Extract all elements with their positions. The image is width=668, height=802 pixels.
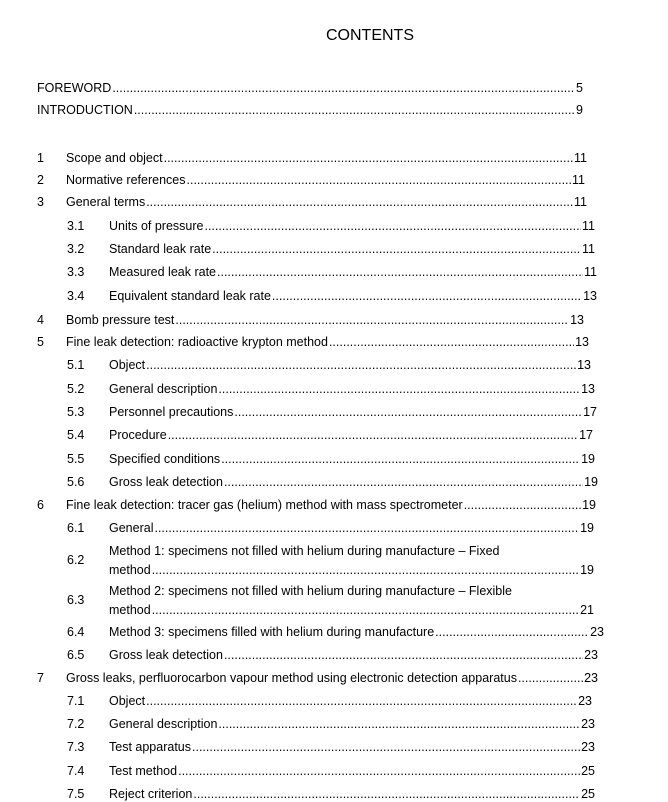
entry-number: 6 [37, 498, 44, 512]
entry-title-text: Procedure [109, 428, 167, 442]
toc-entry[interactable] [0, 764, 668, 779]
entry-page-number: 13 [583, 289, 597, 303]
toc-entry[interactable] [0, 740, 668, 755]
entry-title-text: Gross leak detection [109, 475, 223, 489]
entry-number: 7.5 [67, 787, 85, 801]
entry-title [109, 265, 589, 280]
entry-title [109, 717, 587, 732]
entry-title-text: General terms [66, 195, 146, 209]
entry-title [109, 563, 586, 578]
entry-title-text: Gross leak detection [109, 648, 223, 662]
toc-entry[interactable] [0, 151, 668, 166]
toc-entry[interactable] [0, 219, 668, 234]
entry-page-number: 21 [580, 603, 594, 617]
entry-page-number: 13 [575, 335, 589, 349]
entry-page-number: 25 [581, 787, 595, 801]
entry-number: 7.1 [67, 694, 85, 708]
entry-page-number: 23 [584, 671, 598, 685]
entry-title [66, 498, 588, 513]
toc-entry[interactable] [0, 428, 668, 443]
entry-number: 5.5 [67, 452, 85, 466]
toc-entry[interactable] [0, 625, 668, 640]
entry-title [109, 603, 586, 618]
entry-title-text: Object [109, 694, 146, 708]
entry-title-text: Scope and object [66, 151, 163, 165]
entry-title [109, 787, 587, 802]
entry-page-number: 25 [581, 764, 595, 778]
entry-number: 3.1 [67, 219, 85, 233]
toc-entry[interactable] [0, 313, 668, 328]
entry-title [37, 103, 575, 118]
entry-number: 6.5 [67, 648, 85, 662]
entry-title [66, 313, 576, 328]
entry-page-number: 13 [570, 313, 584, 327]
toc-entry[interactable] [0, 335, 668, 350]
toc-entry[interactable] [0, 563, 668, 578]
entry-page-number: 9 [576, 103, 583, 117]
toc-entry[interactable] [0, 358, 668, 373]
entry-title-text: Gross leaks, perfluorocarbon vapour method using electronic detection apparatus [66, 671, 517, 685]
entry-page-number: 11 [574, 195, 587, 209]
entry-page-number: 5 [576, 81, 583, 95]
toc-entry[interactable] [0, 475, 668, 490]
toc-entry[interactable] [0, 694, 668, 709]
entry-title-text: Reject criterion [109, 787, 193, 801]
entry-page-number: 23 [584, 648, 598, 662]
entry-title-text: Method 3: specimens filled with helium during manufacture [109, 625, 435, 639]
toc-entry[interactable] [0, 521, 668, 536]
entry-title-text: method [109, 603, 151, 617]
toc-entry[interactable] [0, 173, 668, 188]
entry-number: 3.3 [67, 265, 85, 279]
entry-page-number: 19 [584, 475, 598, 489]
entry-page-number: 19 [580, 563, 594, 577]
entry-page-number: 19 [580, 521, 594, 535]
entry-title [109, 740, 587, 755]
entry-number: 6.1 [67, 521, 85, 535]
toc-entry[interactable] [0, 452, 668, 467]
entry-title [109, 625, 596, 640]
toc-entry[interactable] [0, 648, 668, 663]
entry-number: 7 [37, 671, 44, 685]
entry-number: 6.4 [67, 625, 85, 639]
entry-title [66, 173, 577, 188]
entry-title [109, 764, 587, 779]
toc-entry[interactable] [0, 603, 668, 618]
entry-number: 5.2 [67, 382, 85, 396]
entry-title-line: Method 1: specimens not filled with helium during manufacture – Fixed [109, 544, 500, 558]
entry-title [109, 289, 589, 304]
entry-number: 7.4 [67, 764, 85, 778]
entry-title [109, 428, 585, 443]
entry-title-text: Bomb pressure test [66, 313, 175, 327]
entry-title-text: Personnel precautions [109, 405, 234, 419]
toc-entry[interactable] [0, 498, 668, 513]
entry-title [109, 405, 589, 420]
entry-page-number: 13 [581, 382, 595, 396]
entry-number: 4 [37, 313, 44, 327]
entry-page-number: 23 [590, 625, 604, 639]
entry-page-number: 17 [583, 405, 597, 419]
entry-number: 3.2 [67, 242, 85, 256]
toc-entry[interactable] [0, 787, 668, 802]
entry-number: 5.4 [67, 428, 85, 442]
entry-page-number: 11 [584, 265, 597, 279]
entry-number: 6.2 [67, 553, 85, 567]
entry-number: 5.6 [67, 475, 85, 489]
entry-title-text: Specified conditions [109, 452, 221, 466]
entry-title-text: Units of pressure [109, 219, 204, 233]
entry-title-text: Test apparatus [109, 740, 191, 754]
entry-title [109, 452, 587, 467]
entry-title-text: Measured leak rate [109, 265, 217, 279]
entry-title-text: method [109, 563, 151, 577]
front-matter-entry[interactable] [0, 81, 668, 96]
entry-title [37, 81, 575, 96]
entry-number: 5.3 [67, 405, 85, 419]
entry-title [109, 648, 590, 663]
entry-title [109, 694, 584, 709]
entry-title [109, 475, 590, 490]
entry-title-text: General description [109, 717, 218, 731]
toc-entry[interactable] [0, 405, 668, 420]
entry-title [66, 335, 581, 350]
page-title: CONTENTS [326, 27, 414, 44]
entry-title [66, 151, 579, 166]
entry-number: 5.1 [67, 358, 85, 372]
entry-page-number: 23 [581, 717, 595, 731]
toc-entry[interactable] [0, 382, 668, 397]
entry-title [109, 358, 583, 373]
toc-entry[interactable] [0, 242, 668, 257]
entry-title-text: General description [109, 382, 218, 396]
entry-page-number: 19 [581, 452, 595, 466]
entry-page-number: 13 [577, 358, 591, 372]
entry-title-text: INTRODUCTION [37, 103, 133, 117]
entry-page-number: 11 [582, 242, 595, 256]
entry-title-line: Method 2: specimens not filled with helium during manufacture – Flexible [109, 584, 512, 598]
entry-page-number: 17 [579, 428, 593, 442]
entry-number: 3.4 [67, 289, 85, 303]
entry-page-number: 11 [582, 219, 595, 233]
toc-entry[interactable] [0, 671, 668, 686]
entry-number: 3 [37, 195, 44, 209]
entry-number: 2 [37, 173, 44, 187]
entry-title [109, 382, 587, 397]
entry-title [66, 671, 590, 686]
entry-title [109, 242, 587, 257]
entry-page-number: 23 [578, 694, 592, 708]
entry-title-text: Normative references [66, 173, 186, 187]
entry-title-text: Object [109, 358, 146, 372]
entry-number: 1 [37, 151, 44, 165]
entry-page-number: 23 [581, 740, 595, 754]
entry-page-number: 11 [572, 173, 585, 187]
toc-entry[interactable] [0, 265, 668, 280]
entry-title [66, 195, 579, 210]
entry-title-text: Fine leak detection: tracer gas (helium) method with mass spectrometer [66, 498, 463, 512]
entry-title-text: Standard leak rate [109, 242, 212, 256]
entry-title-text: Equivalent standard leak rate [109, 289, 271, 303]
entry-page-number: 11 [574, 151, 587, 165]
entry-title-text: General [109, 521, 154, 535]
entry-title [109, 521, 586, 536]
toc-entry[interactable] [0, 195, 668, 210]
entry-number: 7.3 [67, 740, 85, 754]
entry-number: 7.2 [67, 717, 85, 731]
entry-number: 6.3 [67, 593, 85, 607]
entry-number: 5 [37, 335, 44, 349]
toc-entry[interactable] [0, 289, 668, 304]
entry-title-text: Test method [109, 764, 178, 778]
entry-title [109, 219, 587, 234]
front-matter-entry[interactable] [0, 103, 668, 118]
entry-title-text: Fine leak detection: radioactive krypton method [66, 335, 328, 349]
entry-page-number: 19 [582, 498, 596, 512]
entry-title-text: FOREWORD [37, 81, 112, 95]
toc-entry[interactable] [0, 717, 668, 732]
